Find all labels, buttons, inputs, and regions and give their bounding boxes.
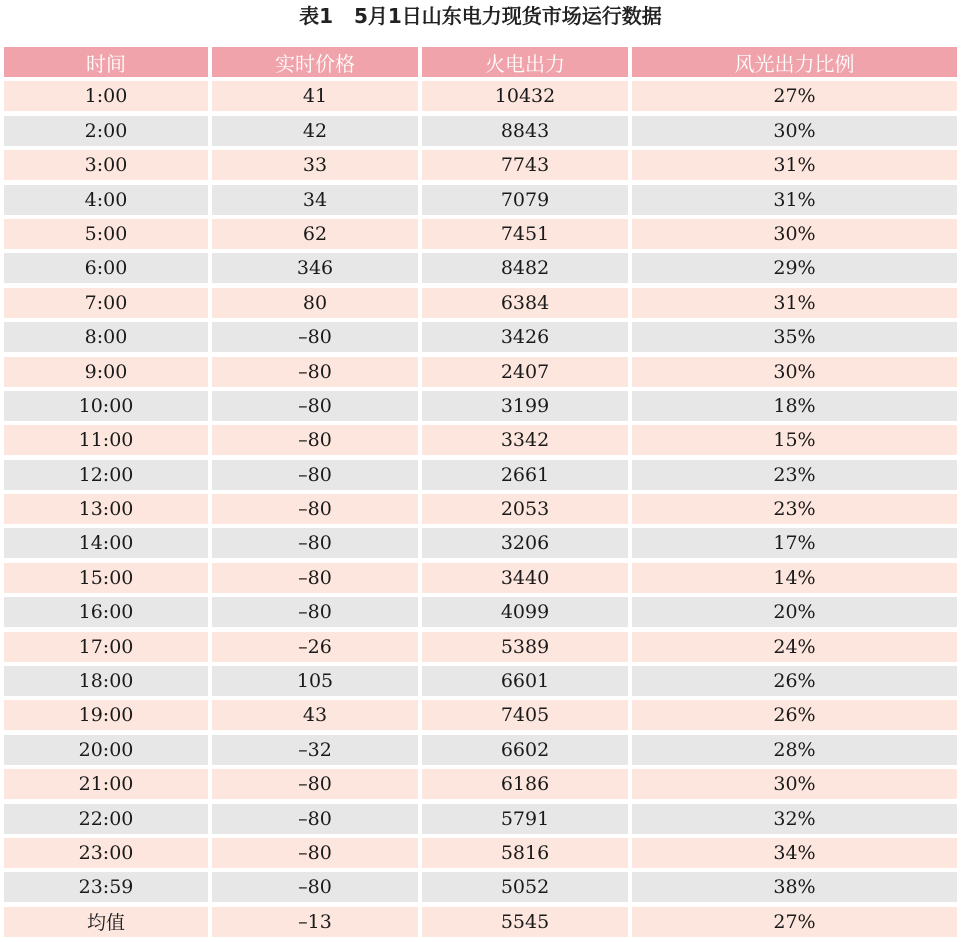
cell-wind-solar-ratio: 27% bbox=[632, 907, 957, 937]
cell-realtime-price: –32 bbox=[212, 735, 418, 765]
cell-wind-solar-ratio: 26% bbox=[632, 666, 957, 696]
cell-thermal-output: 3342 bbox=[422, 425, 628, 455]
cell-realtime-price: –26 bbox=[212, 632, 418, 662]
cell-thermal-output: 8843 bbox=[422, 116, 628, 146]
cell-realtime-price: –80 bbox=[212, 563, 418, 593]
cell-realtime-price: –80 bbox=[212, 769, 418, 799]
cell-realtime-price: 42 bbox=[212, 116, 418, 146]
cell-wind-solar-ratio: 27% bbox=[632, 81, 957, 111]
cell-thermal-output: 5389 bbox=[422, 632, 628, 662]
table-row bbox=[4, 494, 957, 528]
cell-realtime-price: 105 bbox=[212, 666, 418, 696]
table-row bbox=[4, 804, 957, 838]
cell-wind-solar-ratio: 30% bbox=[632, 769, 957, 799]
cell-wind-solar-ratio: 30% bbox=[632, 357, 957, 387]
cell-thermal-output: 7079 bbox=[422, 185, 628, 215]
cell-realtime-price: –80 bbox=[212, 838, 418, 868]
table-body bbox=[4, 81, 957, 941]
cell-time: 19:00 bbox=[4, 700, 208, 730]
cell-time: 2:00 bbox=[4, 116, 208, 146]
cell-wind-solar-ratio: 30% bbox=[632, 219, 957, 249]
cell-thermal-output: 2407 bbox=[422, 357, 628, 387]
table-row bbox=[4, 460, 957, 494]
cell-thermal-output: 5816 bbox=[422, 838, 628, 868]
cell-wind-solar-ratio: 35% bbox=[632, 322, 957, 352]
cell-thermal-output: 6384 bbox=[422, 288, 628, 318]
table-row bbox=[4, 735, 957, 769]
table-row bbox=[4, 81, 957, 115]
cell-wind-solar-ratio: 20% bbox=[632, 597, 957, 627]
cell-realtime-price: 43 bbox=[212, 700, 418, 730]
cell-wind-solar-ratio: 28% bbox=[632, 735, 957, 765]
cell-thermal-output: 3206 bbox=[422, 528, 628, 558]
cell-wind-solar-ratio: 18% bbox=[632, 391, 957, 421]
cell-realtime-price: –80 bbox=[212, 597, 418, 627]
cell-time: 5:00 bbox=[4, 219, 208, 249]
cell-time: 8:00 bbox=[4, 322, 208, 352]
table-row bbox=[4, 563, 957, 597]
cell-thermal-output: 3199 bbox=[422, 391, 628, 421]
table-row bbox=[4, 769, 957, 803]
cell-realtime-price: –13 bbox=[212, 907, 418, 937]
header-wind-solar-ratio: 风光出力比例 bbox=[632, 47, 957, 77]
cell-time: 3:00 bbox=[4, 150, 208, 180]
cell-wind-solar-ratio: 31% bbox=[632, 288, 957, 318]
table-row bbox=[4, 185, 957, 219]
cell-wind-solar-ratio: 17% bbox=[632, 528, 957, 558]
table-row bbox=[4, 391, 957, 425]
cell-wind-solar-ratio: 38% bbox=[632, 872, 957, 902]
table-row bbox=[4, 150, 957, 184]
cell-wind-solar-ratio: 24% bbox=[632, 632, 957, 662]
cell-time: 9:00 bbox=[4, 357, 208, 387]
cell-thermal-output: 6602 bbox=[422, 735, 628, 765]
cell-thermal-output: 10432 bbox=[422, 81, 628, 111]
cell-time: 均值 bbox=[4, 907, 208, 937]
cell-time: 6:00 bbox=[4, 253, 208, 283]
cell-wind-solar-ratio: 31% bbox=[632, 150, 957, 180]
cell-thermal-output: 7405 bbox=[422, 700, 628, 730]
cell-realtime-price: –80 bbox=[212, 872, 418, 902]
cell-time: 4:00 bbox=[4, 185, 208, 215]
cell-time: 1:00 bbox=[4, 81, 208, 111]
table-row bbox=[4, 288, 957, 322]
table-caption: 表1 5月1日山东电力现货市场运行数据 bbox=[299, 4, 662, 28]
cell-thermal-output: 7743 bbox=[422, 150, 628, 180]
cell-realtime-price: –80 bbox=[212, 460, 418, 490]
cell-time: 13:00 bbox=[4, 494, 208, 524]
cell-wind-solar-ratio: 29% bbox=[632, 253, 957, 283]
cell-time: 16:00 bbox=[4, 597, 208, 627]
cell-realtime-price: 62 bbox=[212, 219, 418, 249]
data-table bbox=[4, 47, 957, 941]
table-row bbox=[4, 872, 957, 906]
cell-realtime-price: –80 bbox=[212, 391, 418, 421]
cell-wind-solar-ratio: 34% bbox=[632, 838, 957, 868]
cell-thermal-output: 5791 bbox=[422, 804, 628, 834]
cell-thermal-output: 4099 bbox=[422, 597, 628, 627]
cell-time: 12:00 bbox=[4, 460, 208, 490]
cell-wind-solar-ratio: 32% bbox=[632, 804, 957, 834]
cell-time: 10:00 bbox=[4, 391, 208, 421]
cell-time: 23:00 bbox=[4, 838, 208, 868]
cell-thermal-output: 5052 bbox=[422, 872, 628, 902]
cell-wind-solar-ratio: 23% bbox=[632, 494, 957, 524]
cell-realtime-price: 346 bbox=[212, 253, 418, 283]
table-row bbox=[4, 116, 957, 150]
cell-wind-solar-ratio: 15% bbox=[632, 425, 957, 455]
table-row bbox=[4, 253, 957, 287]
cell-time: 7:00 bbox=[4, 288, 208, 318]
table-row bbox=[4, 322, 957, 356]
cell-time: 15:00 bbox=[4, 563, 208, 593]
header-time: 时间 bbox=[4, 47, 208, 77]
cell-time: 20:00 bbox=[4, 735, 208, 765]
table-row bbox=[4, 838, 957, 872]
cell-wind-solar-ratio: 31% bbox=[632, 185, 957, 215]
cell-thermal-output: 3426 bbox=[422, 322, 628, 352]
cell-wind-solar-ratio: 26% bbox=[632, 700, 957, 730]
cell-realtime-price: 33 bbox=[212, 150, 418, 180]
header-realtime-price: 实时价格 bbox=[212, 47, 418, 77]
cell-realtime-price: –80 bbox=[212, 528, 418, 558]
cell-realtime-price: 34 bbox=[212, 185, 418, 215]
table-row bbox=[4, 666, 957, 700]
cell-time: 18:00 bbox=[4, 666, 208, 696]
cell-time: 17:00 bbox=[4, 632, 208, 662]
cell-realtime-price: 41 bbox=[212, 81, 418, 111]
cell-thermal-output: 2661 bbox=[422, 460, 628, 490]
header-thermal-output: 火电出力 bbox=[422, 47, 628, 77]
cell-thermal-output: 3440 bbox=[422, 563, 628, 593]
cell-realtime-price: –80 bbox=[212, 357, 418, 387]
table-row bbox=[4, 528, 957, 562]
cell-thermal-output: 2053 bbox=[422, 494, 628, 524]
table-row bbox=[4, 219, 957, 253]
cell-realtime-price: –80 bbox=[212, 494, 418, 524]
table-row bbox=[4, 700, 957, 734]
cell-time: 14:00 bbox=[4, 528, 208, 558]
cell-realtime-price: –80 bbox=[212, 804, 418, 834]
cell-thermal-output: 5545 bbox=[422, 907, 628, 937]
cell-realtime-price: –80 bbox=[212, 322, 418, 352]
cell-wind-solar-ratio: 30% bbox=[632, 116, 957, 146]
cell-wind-solar-ratio: 14% bbox=[632, 563, 957, 593]
cell-time: 23:59 bbox=[4, 872, 208, 902]
cell-thermal-output: 7451 bbox=[422, 219, 628, 249]
cell-thermal-output: 6186 bbox=[422, 769, 628, 799]
cell-realtime-price: 80 bbox=[212, 288, 418, 318]
table-row bbox=[4, 907, 957, 941]
table-row bbox=[4, 425, 957, 459]
table-row bbox=[4, 357, 957, 391]
cell-time: 11:00 bbox=[4, 425, 208, 455]
cell-thermal-output: 6601 bbox=[422, 666, 628, 696]
cell-time: 21:00 bbox=[4, 769, 208, 799]
cell-wind-solar-ratio: 23% bbox=[632, 460, 957, 490]
cell-thermal-output: 8482 bbox=[422, 253, 628, 283]
table-row bbox=[4, 597, 957, 631]
cell-realtime-price: –80 bbox=[212, 425, 418, 455]
table-header-row bbox=[4, 47, 957, 81]
cell-time: 22:00 bbox=[4, 804, 208, 834]
table-row bbox=[4, 632, 957, 666]
